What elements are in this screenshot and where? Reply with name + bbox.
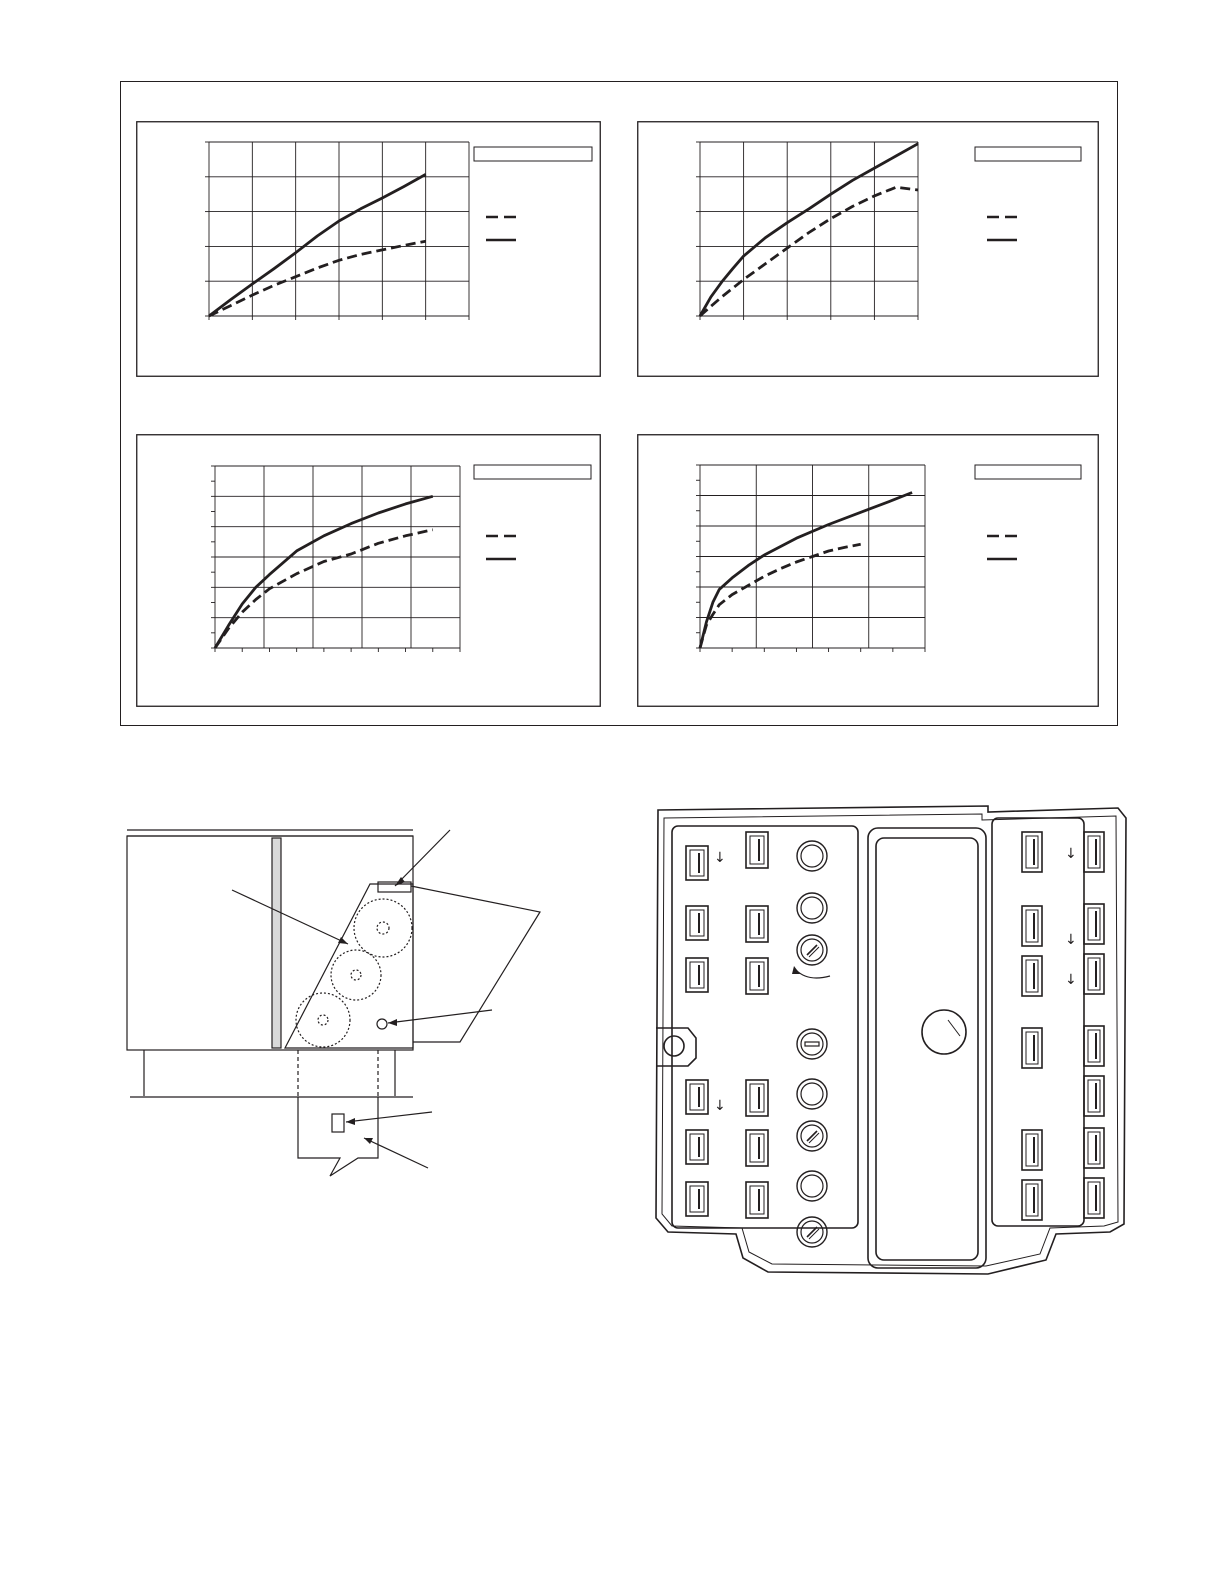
connector-inner — [1088, 908, 1100, 940]
connector-body — [1022, 832, 1042, 872]
terminal-4 — [797, 1029, 827, 1059]
connector-left-3 — [686, 1080, 708, 1114]
connector-body — [1084, 1026, 1104, 1066]
chart-bottom-left — [136, 434, 601, 707]
left-section — [672, 826, 858, 1228]
terminal-inner — [801, 1083, 823, 1105]
cabinet-divider-bar — [272, 838, 281, 1048]
connector-right-b-3 — [1084, 1026, 1104, 1066]
connector-right-a-4 — [1022, 1130, 1042, 1170]
wheel-lower — [296, 993, 350, 1047]
connector-body — [1022, 1130, 1042, 1170]
terminal-inner — [801, 1175, 823, 1197]
connector-inner — [690, 1134, 704, 1160]
terminal-inner — [801, 897, 823, 919]
terminal-2 — [797, 893, 827, 923]
connector-body — [1022, 956, 1042, 996]
connector-body — [1084, 954, 1104, 994]
connector-inner — [1026, 836, 1038, 868]
connector-mid-4 — [746, 1130, 768, 1166]
connector-body — [746, 832, 768, 868]
connector-body — [746, 1130, 768, 1166]
series-line-dashed — [700, 544, 861, 648]
terminal-5 — [797, 1079, 827, 1109]
connector-inner — [1088, 1132, 1100, 1164]
mounting-ear — [656, 1028, 696, 1066]
connector-right-b-5 — [1084, 1128, 1104, 1168]
legend-title-box — [975, 465, 1081, 479]
connector-inner — [1088, 1080, 1100, 1112]
arrowhead-wheel — [338, 937, 348, 944]
leader-hole — [388, 1010, 492, 1023]
connector-left-2 — [686, 958, 708, 992]
connector-body — [1022, 906, 1042, 946]
terminal-8 — [797, 1217, 827, 1247]
connector-right-b-1 — [1084, 904, 1104, 944]
terminal-7 — [797, 1171, 827, 1201]
connector-right-b-0 — [1084, 832, 1104, 872]
mounting-hole — [664, 1036, 684, 1056]
arrow-symbol-4: ↓ — [1065, 932, 1077, 948]
chart-frame — [137, 122, 601, 377]
gridlines — [700, 142, 918, 316]
connector-body — [686, 1130, 708, 1164]
arrowhead-hole — [388, 1019, 397, 1026]
gridlines — [209, 142, 469, 316]
legend-title-box — [975, 147, 1081, 161]
middle-knob-mark — [948, 1020, 960, 1036]
connector-body — [686, 1080, 708, 1114]
wheel-upper — [354, 899, 412, 957]
connector-body — [686, 846, 708, 880]
connector-inner — [1088, 958, 1100, 990]
connector-right-a-5 — [1022, 1180, 1042, 1220]
connector-body — [746, 1080, 768, 1116]
connector-inner — [690, 910, 704, 936]
connector-inner — [690, 1186, 704, 1212]
connector-right-a-3 — [1022, 1028, 1042, 1068]
arrowhead-detail-box — [346, 1118, 355, 1125]
leader-callout — [364, 1138, 428, 1168]
chart-frame — [137, 435, 601, 707]
chart-top-right — [637, 121, 1099, 377]
connector-body — [746, 906, 768, 942]
legend-title-box — [474, 465, 591, 479]
tick-marks — [205, 142, 469, 320]
connector-inner — [750, 836, 764, 864]
connector-inner — [1088, 836, 1100, 868]
board-parts — [686, 832, 1104, 1247]
detail-label-box — [332, 1114, 344, 1132]
rotation-arrowhead — [792, 966, 800, 974]
connector-body — [746, 958, 768, 994]
connector-body — [1084, 1076, 1104, 1116]
series-line-dashed — [209, 241, 426, 316]
chart-top-left — [136, 121, 601, 377]
connector-mid-3 — [746, 1080, 768, 1116]
series-line-solid — [700, 144, 918, 316]
connector-inner — [1026, 1184, 1038, 1216]
connector-right-a-0 — [1022, 832, 1042, 872]
series-line-dashed — [215, 530, 433, 648]
connector-mid-0 — [746, 832, 768, 868]
tick-marks — [696, 142, 918, 320]
connector-mid-2 — [746, 958, 768, 994]
connector-mid-1 — [746, 906, 768, 942]
wheel-middle — [331, 950, 381, 1000]
series-line-dashed — [700, 187, 918, 316]
connector-inner — [690, 962, 704, 988]
connector-right-a-1 — [1022, 906, 1042, 946]
connector-inner — [750, 1134, 764, 1162]
access-hole — [377, 1019, 387, 1029]
connector-inner — [750, 1084, 764, 1112]
terminal-1 — [797, 841, 827, 871]
arrow-symbol-2: ↓ — [714, 1098, 726, 1114]
arrow-symbol-1: ↓ — [714, 850, 726, 866]
connector-inner — [1026, 1134, 1038, 1166]
wheel-upper-hub — [377, 922, 389, 934]
chart-bottom-right — [637, 434, 1099, 707]
connector-right-b-4 — [1084, 1076, 1104, 1116]
cabinet-body — [127, 836, 413, 1050]
connector-left-0 — [686, 846, 708, 880]
connector-body — [746, 1182, 768, 1218]
chart-frame — [638, 435, 1099, 707]
terminal-board-diagram — [648, 798, 1134, 1280]
connector-inner — [750, 910, 764, 938]
connector-inner — [690, 1084, 704, 1110]
connector-body — [1022, 1180, 1042, 1220]
connector-body — [1084, 904, 1104, 944]
flange-outline — [411, 886, 540, 1042]
terminal-inner — [801, 845, 823, 867]
connector-body — [1084, 832, 1104, 872]
connector-body — [686, 906, 708, 940]
terminal-3 — [797, 935, 827, 965]
board-inner-outline — [662, 814, 1118, 1266]
connector-inner — [1026, 960, 1038, 992]
middle-knob — [922, 1010, 966, 1054]
legend-title-box — [474, 147, 592, 161]
connector-right-a-2 — [1022, 956, 1042, 996]
connector-body — [1084, 1128, 1104, 1168]
connector-inner — [750, 1186, 764, 1214]
series-line-solid — [215, 496, 433, 648]
connector-left-1 — [686, 906, 708, 940]
detail-callout — [298, 1097, 378, 1176]
connector-inner — [1026, 1032, 1038, 1064]
leader-wheel — [232, 890, 348, 944]
chart-frame — [638, 122, 1099, 377]
connector-inner — [750, 962, 764, 990]
connector-mid-5 — [746, 1182, 768, 1218]
connector-inner — [1026, 910, 1038, 942]
board-outline — [656, 806, 1126, 1274]
connector-inner — [1088, 1030, 1100, 1062]
connector-body — [1084, 1178, 1104, 1218]
series-line-solid — [209, 174, 426, 316]
connector-body — [1022, 1028, 1042, 1068]
connector-right-b-6 — [1084, 1178, 1104, 1218]
wheel-middle-hub — [351, 970, 361, 980]
connector-body — [686, 958, 708, 992]
connector-left-5 — [686, 1182, 708, 1216]
arrow-symbol-5: ↓ — [1065, 972, 1077, 988]
connector-right-b-2 — [1084, 954, 1104, 994]
cabinet-side-diagram — [120, 820, 560, 1190]
connector-body — [686, 1182, 708, 1216]
terminal-inner — [801, 1033, 823, 1055]
arrow-symbol-3: ↓ — [1065, 846, 1077, 862]
rotation-arrow — [796, 970, 830, 978]
series-line-solid — [700, 493, 912, 649]
middle-slot — [876, 838, 978, 1260]
leader-detail-box — [346, 1112, 432, 1122]
screw-slot-flat — [805, 1042, 819, 1046]
leader-top-label — [395, 830, 450, 886]
wheel-lower-hub — [318, 1015, 328, 1025]
connector-inner — [1088, 1182, 1100, 1214]
terminal-6 — [797, 1121, 827, 1151]
middle-section — [868, 828, 986, 1268]
connector-inner — [690, 850, 704, 876]
connector-left-4 — [686, 1130, 708, 1164]
